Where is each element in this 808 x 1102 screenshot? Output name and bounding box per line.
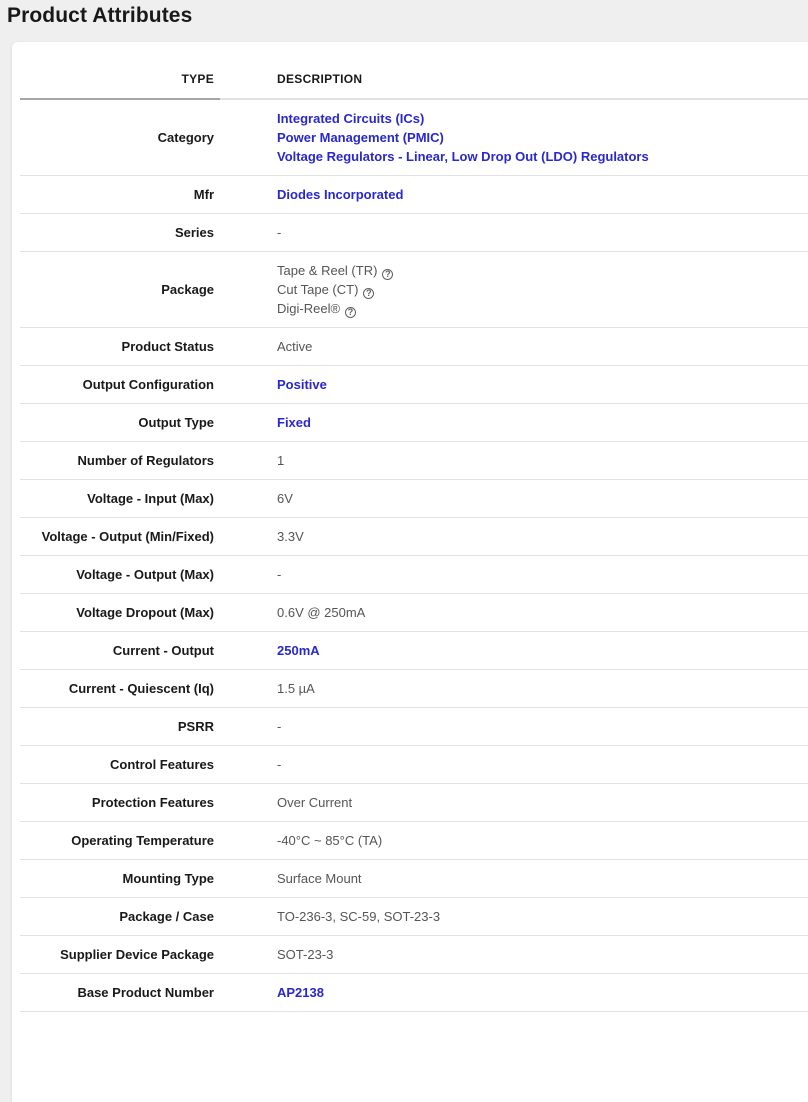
attribute-description-cell — [220, 404, 808, 442]
product-attributes-table — [20, 42, 808, 1012]
attribute-link[interactable]: Fixed — [277, 415, 311, 430]
attribute-type-label: Supplier Device Package — [20, 936, 220, 974]
page-title: Product Attributes — [7, 4, 193, 27]
attribute-value-line — [277, 717, 808, 736]
attribute-value: 6V — [277, 491, 293, 506]
attribute-type-label: Current - Output — [20, 632, 220, 670]
attribute-value-line — [277, 983, 808, 1002]
table-row — [20, 214, 808, 252]
attribute-value-line — [277, 679, 808, 698]
table-row — [20, 708, 808, 746]
attribute-value-line — [277, 128, 808, 147]
attribute-type-label: Voltage Dropout (Max) — [20, 594, 220, 632]
attribute-value-line — [277, 831, 808, 850]
table-row — [20, 936, 808, 974]
attribute-value: 1.5 µA — [277, 681, 315, 696]
attribute-value-line — [277, 109, 808, 128]
attribute-value: Tape & Reel (TR) — [277, 263, 378, 278]
attribute-value-line — [277, 337, 808, 356]
table-row — [20, 518, 808, 556]
attribute-type-label: Package — [20, 252, 220, 328]
attribute-value-line — [277, 603, 808, 622]
attribute-value-line — [277, 223, 808, 242]
attribute-value-line — [277, 280, 808, 299]
attribute-type-label: Control Features — [20, 746, 220, 784]
table-row — [20, 632, 808, 670]
description-column-header: DESCRIPTION — [220, 42, 808, 99]
attribute-link[interactable]: Voltage Regulators - Linear, Low Drop Out (LDO) Regulators — [277, 149, 649, 164]
attribute-value-line — [277, 185, 808, 204]
attribute-type-label: Output Configuration — [20, 366, 220, 404]
attribute-value-line — [277, 793, 808, 812]
attribute-description-cell — [220, 974, 808, 1012]
table-row — [20, 822, 808, 860]
attribute-value-line — [277, 527, 808, 546]
table-row — [20, 784, 808, 822]
table-row — [20, 252, 808, 328]
table-row — [20, 860, 808, 898]
table-row — [20, 670, 808, 708]
attribute-value: Digi-Reel® — [277, 301, 341, 316]
attribute-type-label: Number of Regulators — [20, 442, 220, 480]
attribute-description-cell — [220, 860, 808, 898]
attribute-value: Cut Tape (CT) — [277, 282, 359, 297]
attribute-description-cell — [220, 670, 808, 708]
attribute-type-label: Operating Temperature — [20, 822, 220, 860]
type-column-header: TYPE — [20, 42, 220, 99]
attribute-description-cell — [220, 99, 808, 176]
attribute-description-cell — [220, 214, 808, 252]
attribute-value: Surface Mount — [277, 871, 362, 886]
attribute-value-line — [277, 147, 808, 166]
attribute-link[interactable]: 250mA — [277, 643, 320, 658]
table-row — [20, 99, 808, 176]
attribute-type-label: Mounting Type — [20, 860, 220, 898]
table-row — [20, 442, 808, 480]
help-icon[interactable]: ? — [345, 307, 356, 318]
attribute-value: SOT-23-3 — [277, 947, 334, 962]
attribute-value-line — [277, 451, 808, 470]
attribute-description-cell — [220, 442, 808, 480]
table-header-row — [20, 42, 808, 99]
attribute-type-label: Output Type — [20, 404, 220, 442]
attribute-type-label: Voltage - Input (Max) — [20, 480, 220, 518]
attribute-description-cell — [220, 556, 808, 594]
table-row — [20, 974, 808, 1012]
attribute-type-label: Base Product Number — [20, 974, 220, 1012]
attributes-tbody — [20, 99, 808, 1012]
attribute-value-line — [277, 945, 808, 964]
attribute-value-line — [277, 489, 808, 508]
attribute-value-line — [277, 907, 808, 926]
attribute-value: -40°C ~ 85°C (TA) — [277, 833, 383, 848]
attribute-type-label: Series — [20, 214, 220, 252]
attribute-description-cell — [220, 784, 808, 822]
attribute-value: Over Current — [277, 795, 353, 810]
attribute-value-line — [277, 565, 808, 584]
help-icon[interactable]: ? — [363, 288, 374, 299]
attribute-type-label: Protection Features — [20, 784, 220, 822]
attribute-value-line — [277, 261, 808, 280]
attribute-value-line — [277, 299, 808, 318]
attribute-value: 3.3V — [277, 529, 304, 544]
attribute-description-cell — [220, 366, 808, 404]
attribute-value: 0.6V @ 250mA — [277, 605, 366, 620]
attribute-type-label: PSRR — [20, 708, 220, 746]
attribute-value-line — [277, 641, 808, 660]
attribute-link[interactable]: Diodes Incorporated — [277, 187, 404, 202]
attribute-value-line — [277, 869, 808, 888]
attribute-description-cell — [220, 898, 808, 936]
table-row — [20, 176, 808, 214]
table-row — [20, 556, 808, 594]
attribute-description-cell — [220, 632, 808, 670]
attribute-value: - — [277, 225, 282, 240]
attribute-type-label: Mfr — [20, 176, 220, 214]
help-icon[interactable]: ? — [382, 269, 393, 280]
attribute-type-label: Category — [20, 99, 220, 176]
attribute-value: Active — [277, 339, 313, 354]
attribute-type-label: Package / Case — [20, 898, 220, 936]
attribute-description-cell — [220, 594, 808, 632]
table-row — [20, 898, 808, 936]
attribute-type-label: Voltage - Output (Min/Fixed) — [20, 518, 220, 556]
attribute-type-label: Voltage - Output (Max) — [20, 556, 220, 594]
attribute-description-cell — [220, 176, 808, 214]
attribute-value: 1 — [277, 453, 285, 468]
table-row — [20, 594, 808, 632]
attribute-description-cell — [220, 746, 808, 784]
attribute-link[interactable]: Integrated Circuits (ICs) — [277, 111, 425, 126]
attribute-type-label: Current - Quiescent (Iq) — [20, 670, 220, 708]
attribute-type-label: Product Status — [20, 328, 220, 366]
attribute-description-cell — [220, 708, 808, 746]
attribute-value: - — [277, 757, 282, 772]
attribute-value: - — [277, 719, 282, 734]
attribute-link[interactable]: Power Management (PMIC) — [277, 130, 444, 145]
attribute-description-cell — [220, 822, 808, 860]
attribute-description-cell — [220, 328, 808, 366]
table-row — [20, 404, 808, 442]
table-row — [20, 746, 808, 784]
table-row — [20, 366, 808, 404]
attribute-value-line — [277, 413, 808, 432]
attribute-link[interactable]: AP2138 — [277, 985, 324, 1000]
attribute-value-line — [277, 375, 808, 394]
attribute-value: TO-236-3, SC-59, SOT-23-3 — [277, 909, 441, 924]
table-row — [20, 480, 808, 518]
attribute-description-cell — [220, 480, 808, 518]
attribute-value: - — [277, 567, 282, 582]
attribute-description-cell — [220, 518, 808, 556]
attribute-value-line — [277, 755, 808, 774]
product-attributes-card — [12, 42, 808, 1102]
attribute-link[interactable]: Positive — [277, 377, 327, 392]
attribute-description-cell — [220, 252, 808, 328]
table-row — [20, 328, 808, 366]
attribute-description-cell — [220, 936, 808, 974]
